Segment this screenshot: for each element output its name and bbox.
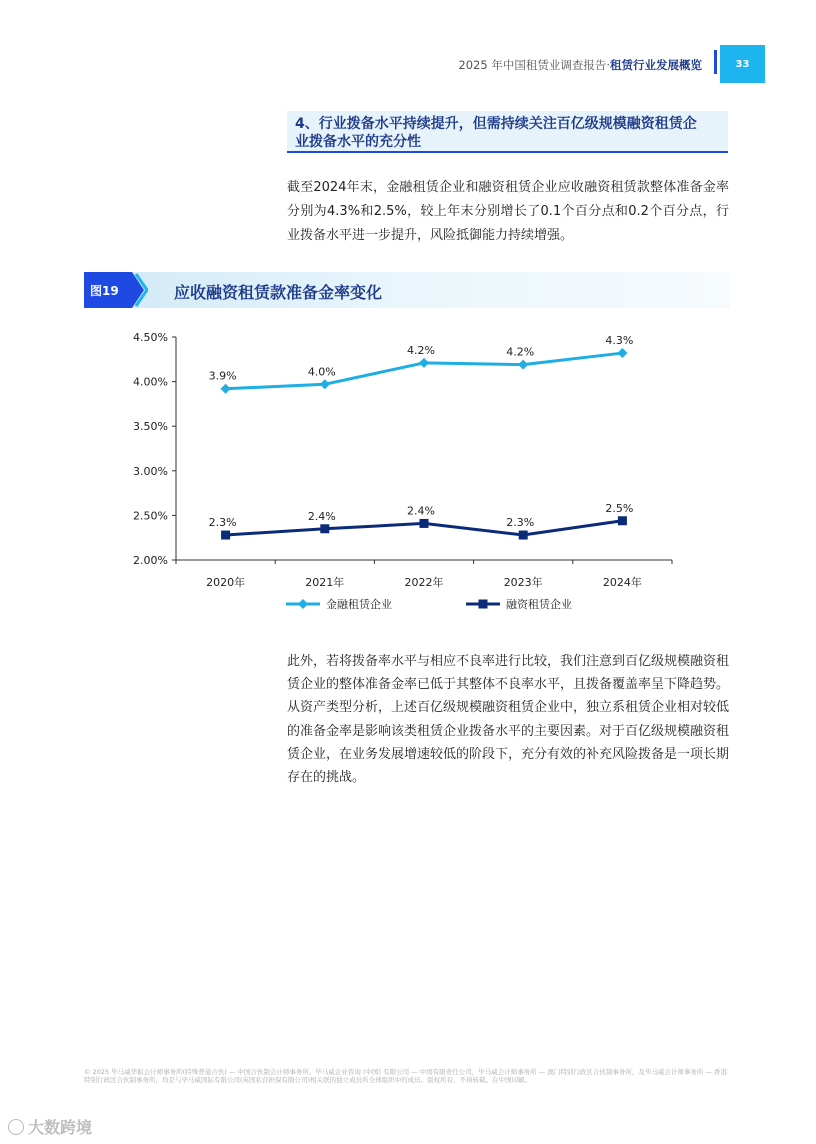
y-tick-label: 4.00% (133, 375, 168, 389)
header-report: 2025 年中国租赁业调查报告· (458, 58, 610, 72)
data-label: 2.3% (506, 516, 535, 530)
line-chart (100, 320, 700, 620)
y-tick-label: 4.50% (133, 331, 168, 344)
page-number: 33 (720, 45, 765, 83)
watermark (8, 1115, 92, 1138)
x-tick-label: 2022年 (404, 576, 444, 589)
x-tick-label: 2024年 (602, 576, 642, 589)
paragraph-1: 截至2024年末，金融租赁企业和融资租赁企业应收融资租赁款整体准备金率分别为4.3%和2.5%，较上年末分别增长了0.1个百分点和0.2个百分点，行业拨备水平进一步提升，风险抵御能力持续增强。 (287, 180, 729, 243)
footer-copyright: © 2025 毕马威华振会计师事务所(特殊普通合伙) — 中国合伙制会计师事务所，毕马威企业咨询 (中国) 有限公司 — 中国有限责任公司，毕马威会计师事务所 — 澳门特别行政区合伙制事务所，及毕马威会计师事务所 — 香港特别行政区合伙制事务所，均是与毕马威国际有限公司(英国私营担保有限公司)相关联的独立成员所全球组织中的成员。版权所有，不得转载。在中国印刷。 (84, 1068, 727, 1084)
data-point (617, 348, 627, 358)
y-tick-label: 2.50% (133, 509, 168, 523)
y-tick-label: 3.00% (133, 464, 168, 478)
legend-label: 融资租赁企业 (506, 598, 572, 611)
data-point (320, 379, 330, 389)
data-label: 2.4% (407, 504, 435, 518)
x-tick-label: 2023年 (503, 576, 543, 589)
header-divider (714, 50, 717, 74)
header-section: 租赁行业发展概览 (610, 58, 702, 72)
y-tick-label: 3.50% (133, 420, 168, 434)
section-heading-line2: 业拨备水平的充分性 (295, 134, 421, 150)
data-label: 2.5% (605, 501, 634, 515)
data-label: 4.2% (506, 345, 535, 359)
data-label: 4.0% (307, 365, 336, 379)
data-point (320, 524, 329, 533)
data-label: 4.2% (407, 343, 435, 357)
data-point (518, 360, 528, 370)
x-tick-label: 2020年 (206, 576, 246, 589)
legend-marker (479, 600, 488, 609)
legend-marker (298, 599, 308, 609)
data-point (618, 516, 627, 525)
y-tick-label: 2.00% (133, 554, 168, 567)
x-tick-label: 2021年 (305, 576, 345, 589)
section-heading (287, 111, 728, 153)
data-label: 4.3% (605, 334, 634, 348)
paragraph-2: 此外，若将拨备率水平与相应不良率进行比较，我们注意到百亿级规模融资租赁企业的整体准备金率已低于其整体不良率水平，且拨备覆盖率呈下降趋势。从资产类型分析，上述百亿级规模融资租赁企业中，独立系租赁企业相对较低的准备金率是影响该类租赁企业拨备水平的主要因素。对于百亿级规模融资租赁企业，在业务发展增速较低的阶段下，充分有效的补充风险拨备是一项长期存在的挑战。 (287, 654, 730, 786)
running-header (458, 57, 702, 73)
figure-tag: 图19 (90, 284, 119, 298)
data-point (419, 358, 429, 368)
watermark-text: 大数跨境 (28, 1118, 93, 1137)
data-label: 3.9% (208, 369, 237, 383)
watermark-logo-icon (8, 1119, 24, 1135)
legend-label: 金融租赁企业 (326, 598, 392, 611)
section-heading-line1: 4、行业拨备水平持续提升，但需持续关注百亿级规模融资租赁企 (295, 116, 697, 132)
data-label: 2.3% (208, 516, 237, 530)
data-point (221, 531, 230, 540)
figure-title: 应收融资租赁款准备金率变化 (174, 283, 383, 302)
data-point (519, 531, 528, 540)
data-point (221, 384, 231, 394)
data-label: 2.4% (307, 509, 336, 523)
data-point (420, 519, 429, 528)
